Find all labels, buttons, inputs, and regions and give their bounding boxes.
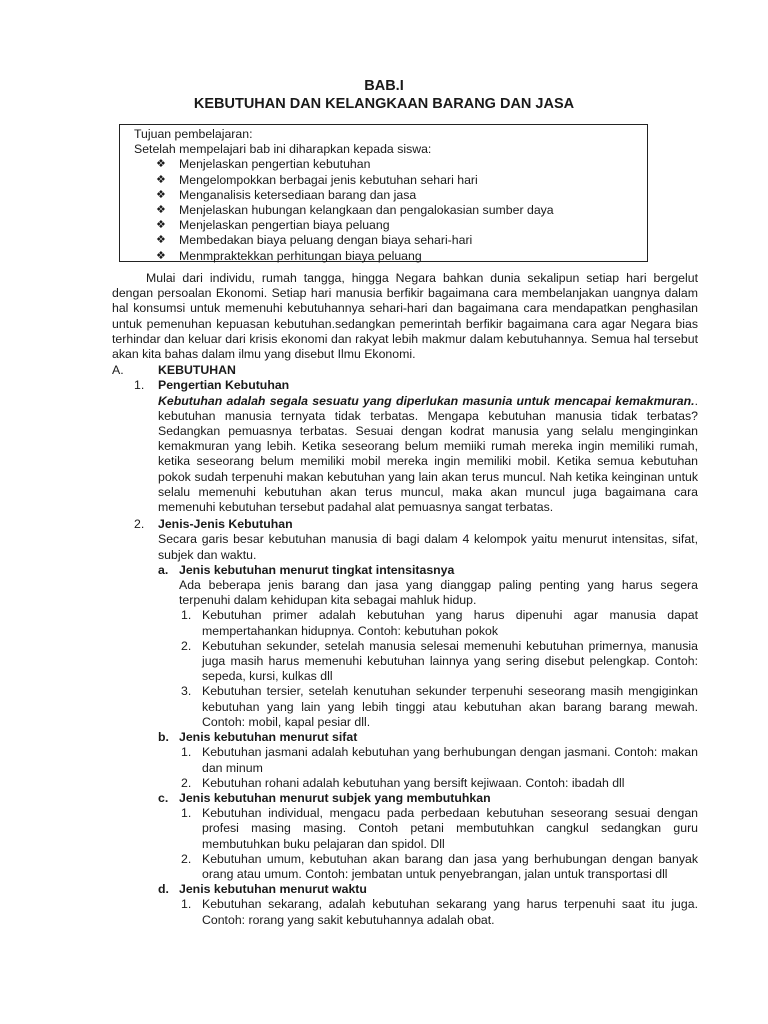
diamond-bullet-icon: ❖ xyxy=(156,204,166,217)
item-text: Kebutuhan tersier, setelah kenutuhan sekunder terpenuhi seseorang masih mengiginkan kebutuhan yang lain yang lebih tinggi atau kebutuhan akan barang barang mewah. Contoh: mobil, kapal pesiar dll. xyxy=(202,684,698,729)
goals-list xyxy=(134,157,647,263)
group-heading-c xyxy=(112,791,698,806)
learning-goals-box xyxy=(119,124,648,262)
group-paragraph: Ada beberapa jenis barang dan jasa yang dianggap paling penting yang harus segera terpenuhi dalam kehidupan kita sebagai mahluk hidup. xyxy=(179,578,698,608)
section-marker: A. xyxy=(112,363,124,378)
goal-item: ❖ Menganalisis ketersediaan barang dan jasa xyxy=(156,187,417,202)
subsection-marker: 1. xyxy=(134,378,145,393)
item-marker: 1. xyxy=(181,897,192,912)
diamond-bullet-icon: ❖ xyxy=(156,188,166,201)
definition-body: . kebutuhan manusia ternyata tidak terbatas. Mengapa kebutuhan manusia tidak terbatas? Sedangkan pemuasnya terbatas. Sesuai dengan kodrat manusia yang selalu menginginkan kemakmuran yang lebih. Ketika seseorang belum memiiki rumah mereka ingin memiliki rumah, ketika seseorang belum memiliki mobil mereka ingin memiliki mobil. Ketika semua kebutuhan pokok sudah terpenuhi makan kebutuhan yang lain akan terus muncul. Nah ketika keinginan untuk selalu memenuhi kebutuhan akan terus muncul, maka akan muncul juga bagaimana cara memenuhi kebutuhan tersebut padahal alat pemuasnya sangat terbatas. xyxy=(158,393,698,515)
chapter-label: BAB.I xyxy=(364,78,404,94)
item-marker: 1. xyxy=(181,608,192,623)
item-marker: 1. xyxy=(181,745,192,760)
item-marker: 3. xyxy=(181,684,192,699)
item-text: Kebutuhan sekarang, adalah kebutuhan sekarang yang harus terpenuhi saat itu juga. Contoh: rorang yang sakit kebutuhannya adalah obat. xyxy=(202,897,698,927)
group-title: Jenis kebutuhan menurut tingkat intensitasnya xyxy=(179,562,455,577)
goals-lead: Setelah mempelajari bab ini diharapkan kepada siswa: xyxy=(134,142,432,157)
section-heading-a xyxy=(112,363,698,378)
group-marker: a. xyxy=(158,562,169,577)
diamond-bullet-icon: ❖ xyxy=(156,219,166,232)
diamond-bullet-icon: ❖ xyxy=(156,249,166,262)
diamond-bullet-icon: ❖ xyxy=(156,173,166,186)
group-marker: c. xyxy=(158,790,169,805)
list-item xyxy=(112,745,698,775)
goal-item: ❖ Menjelaskan hubungan kelangkaan dan pengalokasian sumber daya xyxy=(156,203,554,218)
item-text: Kebutuhan umum, kebutuhan akan barang dan jasa yang berhubungan dengan banyak orang atau umum. Contoh: jembatan untuk penyebrangan, jalan untuk transportasi dll xyxy=(202,851,698,881)
list-item xyxy=(112,776,698,791)
diamond-bullet-icon: ❖ xyxy=(156,234,166,247)
goals-heading: Tujuan pembelajaran: xyxy=(134,127,253,141)
subsection-heading-2 xyxy=(112,517,698,532)
list-item xyxy=(112,852,698,882)
item-marker: 2. xyxy=(181,851,192,866)
section-title: KEBUTUHAN xyxy=(158,363,236,378)
group-marker: b. xyxy=(158,730,169,745)
group-heading-d xyxy=(112,882,698,897)
list-item xyxy=(112,684,698,730)
list-item xyxy=(112,806,698,852)
goal-item: ❖ Menmpraktekkan perhitungan biaya peluang xyxy=(156,248,422,263)
item-text: Kebutuhan rohani adalah kebutuhan yang bersift kejiwaan. Contoh: ibadah dll xyxy=(202,775,625,790)
goal-item: ❖ Membedakan biaya peluang dengan biaya sehari-hari xyxy=(156,233,473,248)
item-marker: 1. xyxy=(181,806,192,821)
group-title: Jenis kebutuhan menurut subjek yang membutuhkan xyxy=(179,790,491,805)
intro-paragraph: Mulai dari individu, rumah tangga, hingga Negara bahkan dunia sekalipun setiap hari bergelut dengan persoalan Ekonomi. Setiap hari manusia berfikir bagaimana cara membelanjakan uangnya dalam hal konsumsi untuk memenuhi kebutuhannya sehari-hari dan bagaimana cara mendapatkan penghasilan untuk pemenuhan kepuasan kebutuhan.sedangkan pemerintah berfikir bagaimana cara agar Negara bias terhindar dan keluar dari krisis ekonomi dan rakyat lebih makmur dalam kebutuhannya. Semua hal tersebut akan kita bahas dalam ilmu yang disebut Ilmu Ekonomi. xyxy=(112,271,698,362)
subsection-title: Jenis-Jenis Kebutuhan xyxy=(158,517,293,532)
item-text: Kebutuhan sekunder, setelah manusia selesai memenuhi kebutuhan primernya, manusia juga masih harus memenuhi kebutuhan lainnya yang sering disebut pelengkap. Contoh: sepeda, kursi, kulkas dll xyxy=(202,638,698,684)
item-text: Kebutuhan primer adalah kebutuhan yang harus dipenuhi agar manusia dapat mempertahankan hidupnya. Contoh: kebutuhan pokok xyxy=(202,608,698,638)
group-title: Jenis kebutuhan menurut waktu xyxy=(179,882,367,897)
item-text: Kebutuhan individual, mengacu pada perbedaan kebutuhan seseorang sesuai dengan profesi masing masing. Contoh petani membutuhkan cangkul sedangkan guru membutuhkan buku pelajaran dan spidol. Dll xyxy=(202,806,698,851)
group-heading-b xyxy=(112,730,698,745)
goal-item: ❖ Menjelaskan pengertian biaya peluang xyxy=(156,218,390,233)
list-item xyxy=(112,897,698,927)
goal-item: ❖ Menjelaskan pengertian kebutuhan xyxy=(156,157,371,172)
goal-item: ❖ Mengelompokkan berbagai jenis kebutuhan sehari hari xyxy=(156,172,478,187)
group-heading-a xyxy=(112,563,698,578)
list-item xyxy=(112,608,698,638)
group-marker: d. xyxy=(158,882,169,897)
item-marker: 2. xyxy=(181,775,192,790)
chapter-title: KEBUTUHAN DAN KELANGKAAN BARANG DAN JASA xyxy=(193,96,575,112)
subsection-heading-1 xyxy=(112,378,698,393)
subsection-title: Pengertian Kebutuhan xyxy=(158,378,290,393)
list-item xyxy=(112,639,698,685)
definition-paragraph xyxy=(112,394,698,516)
item-text: Kebutuhan jasmani adalah kebutuhan yang berhubungan dengan jasmani. Contoh: makan dan minum xyxy=(202,745,698,775)
item-marker: 2. xyxy=(181,638,192,653)
subsection-marker: 2. xyxy=(134,517,145,532)
diamond-bullet-icon: ❖ xyxy=(156,158,166,171)
definition-text: Kebutuhan adalah segala sesuatu yang diperlukan masunia untuk mencapai kemakmuran. xyxy=(158,393,695,408)
subsection-paragraph: Secara garis besar kebutuhan manusia di bagi dalam 4 kelompok yaitu menurut intensitas, sifat, subjek dan waktu. xyxy=(158,532,698,562)
group-title: Jenis kebutuhan menurut sifat xyxy=(179,730,358,745)
document-body xyxy=(112,271,698,928)
